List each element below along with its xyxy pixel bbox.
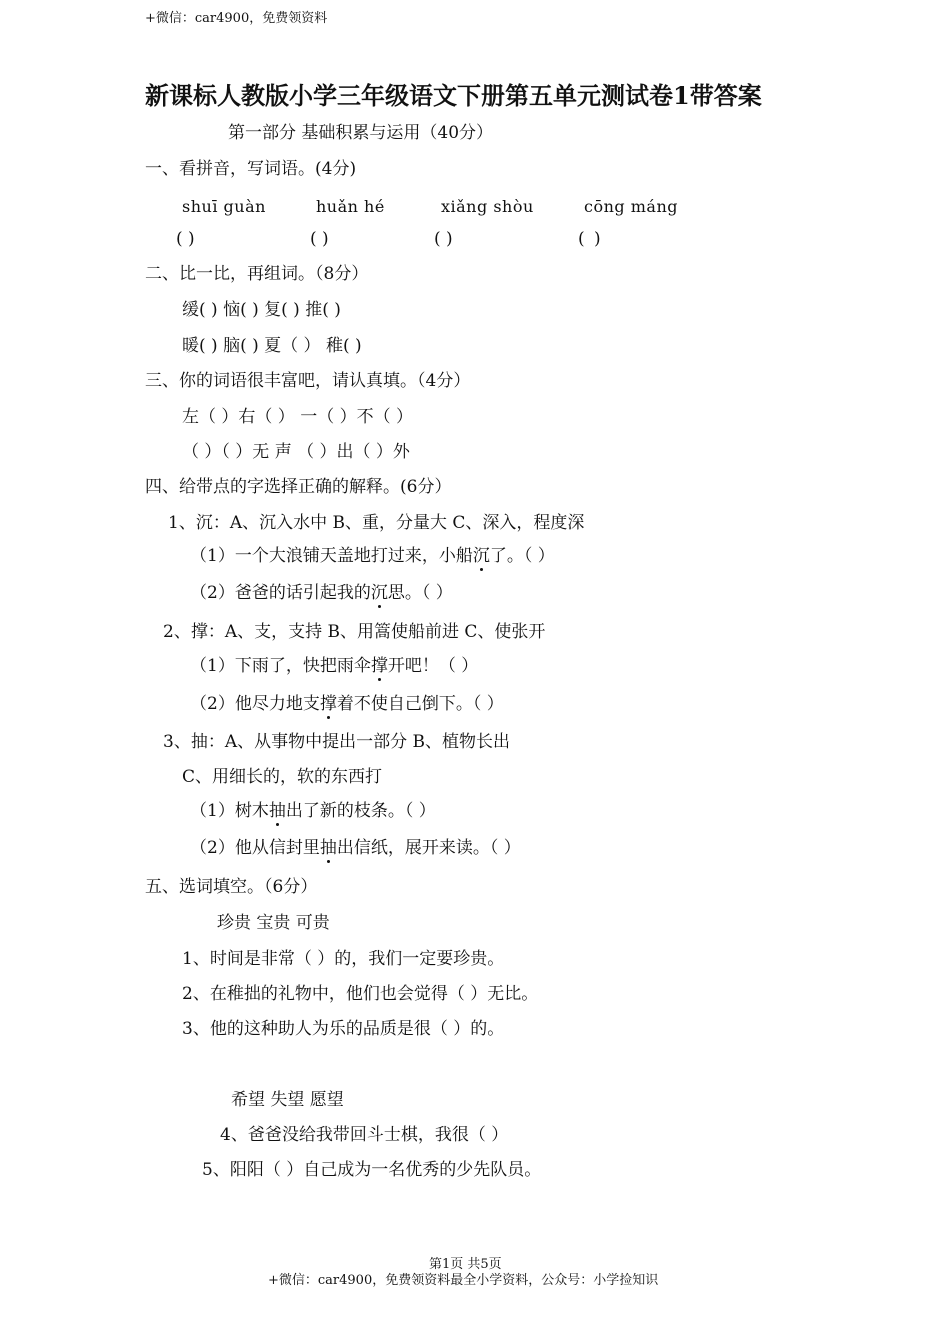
- q3-heading: 三、你的词语很丰富吧，请认真填。（4分）: [145, 371, 471, 391]
- q5-sentence-2: 2、在稚拙的礼物中，他们也会觉得（ ）无比。: [182, 984, 539, 1004]
- q4-item3-definition: 3、抽：A、从事物中提出一部分 B、植物长出: [163, 732, 510, 752]
- dotted-char: 抽: [268, 801, 286, 821]
- dotted-char: 抽: [319, 838, 337, 858]
- q4-item3-definition-cont: C、用细长的，软的东西打: [182, 767, 383, 787]
- dotted-char: 沉: [370, 583, 388, 603]
- q4-item2-sentence2: （2）他尽力地支撑着不使自己倒下。（ ）: [190, 694, 504, 714]
- q4-item2-sentence1: （1）下雨了，快把雨伞撑开吧！（ ）: [190, 656, 479, 676]
- q5-heading: 五、选词填空。（6分）: [145, 877, 318, 897]
- q2-row-1: 缓( ) 恼( ) 复( ) 推( ): [182, 300, 341, 320]
- q5-sentence-1: 1、时间是非常（ ）的，我们一定要珍贵。: [182, 949, 505, 969]
- q2-row-2: 暖( ) 脑( ) 夏（ ） 稚( ): [182, 336, 362, 356]
- pinyin-1: shuī guàn: [182, 197, 266, 216]
- q2-heading: 二、比一比，再组词。（8分）: [145, 264, 369, 284]
- dotted-char: 撑: [370, 656, 388, 676]
- q4-item1-sentence1: （1）一个大浪铺天盖地打过来，小船沉了。（ ）: [190, 546, 555, 566]
- q5-sentence-5: 5、阳阳（ ）自己成为一名优秀的少先队员。: [202, 1160, 542, 1180]
- q4-heading: 四、给带点的字选择正确的解释。(6分）: [145, 477, 452, 497]
- word-bank-2: 希望 失望 愿望: [231, 1090, 344, 1110]
- word-bank-1: 珍贵 宝贵 可贵: [217, 913, 330, 933]
- pinyin-2: huǎn hé: [316, 197, 385, 216]
- q4-item1-sentence2: （2）爸爸的话引起我的沉思。（ ）: [190, 583, 453, 603]
- q4-item1-definition: 1、沉：A、沉入水中 B、重，分量大 C、深入，程度深: [168, 513, 585, 533]
- part1-heading: 第一部分 基础积累与运用（40分）: [228, 123, 494, 143]
- q5-sentence-4: 4、爸爸没给我带回斗士棋，我很（ ）: [220, 1125, 509, 1145]
- q4-item3-sentence1: （1）树木抽出了新的枝条。（ ）: [190, 801, 436, 821]
- q4-item2-definition: 2、撑：A、支，支持 B、用篙使船前进 C、使张开: [163, 622, 546, 642]
- footer-watermark: +微信：car4900，免费领资料最全小学资料，公众号：小学捡知识: [268, 1273, 659, 1288]
- pinyin-4: cōng máng: [584, 197, 678, 216]
- page-number: 第1页 共5页: [429, 1257, 502, 1272]
- answer-blank[interactable]: ( ): [578, 229, 603, 249]
- dotted-char: 撑: [319, 694, 337, 714]
- pinyin-3: xiǎng shòu: [441, 197, 534, 216]
- q4-item3-sentence2: （2）他从信封里抽出信纸，展开来读。（ ）: [190, 838, 521, 858]
- answer-blank[interactable]: ( ): [310, 229, 329, 249]
- q1-heading: 一、看拼音，写词语。(4分): [145, 159, 357, 179]
- answer-blank[interactable]: ( ): [434, 229, 453, 249]
- header-watermark: +微信：car4900，免费领资料: [145, 11, 328, 26]
- q5-sentence-3: 3、他的这种助人为乐的品质是很（ ）的。: [182, 1019, 505, 1039]
- q3-row-1: 左（ ）右（ ） 一（ ）不（ ）: [182, 407, 414, 427]
- page-title: 新课标人教版小学三年级语文下册第五单元测试卷1带答案: [145, 81, 762, 110]
- q3-row-2: （ ）（ ）无 声 （ ）出（ ）外: [182, 442, 410, 462]
- dotted-char: 沉: [472, 546, 490, 566]
- answer-blank[interactable]: ( ): [176, 229, 195, 249]
